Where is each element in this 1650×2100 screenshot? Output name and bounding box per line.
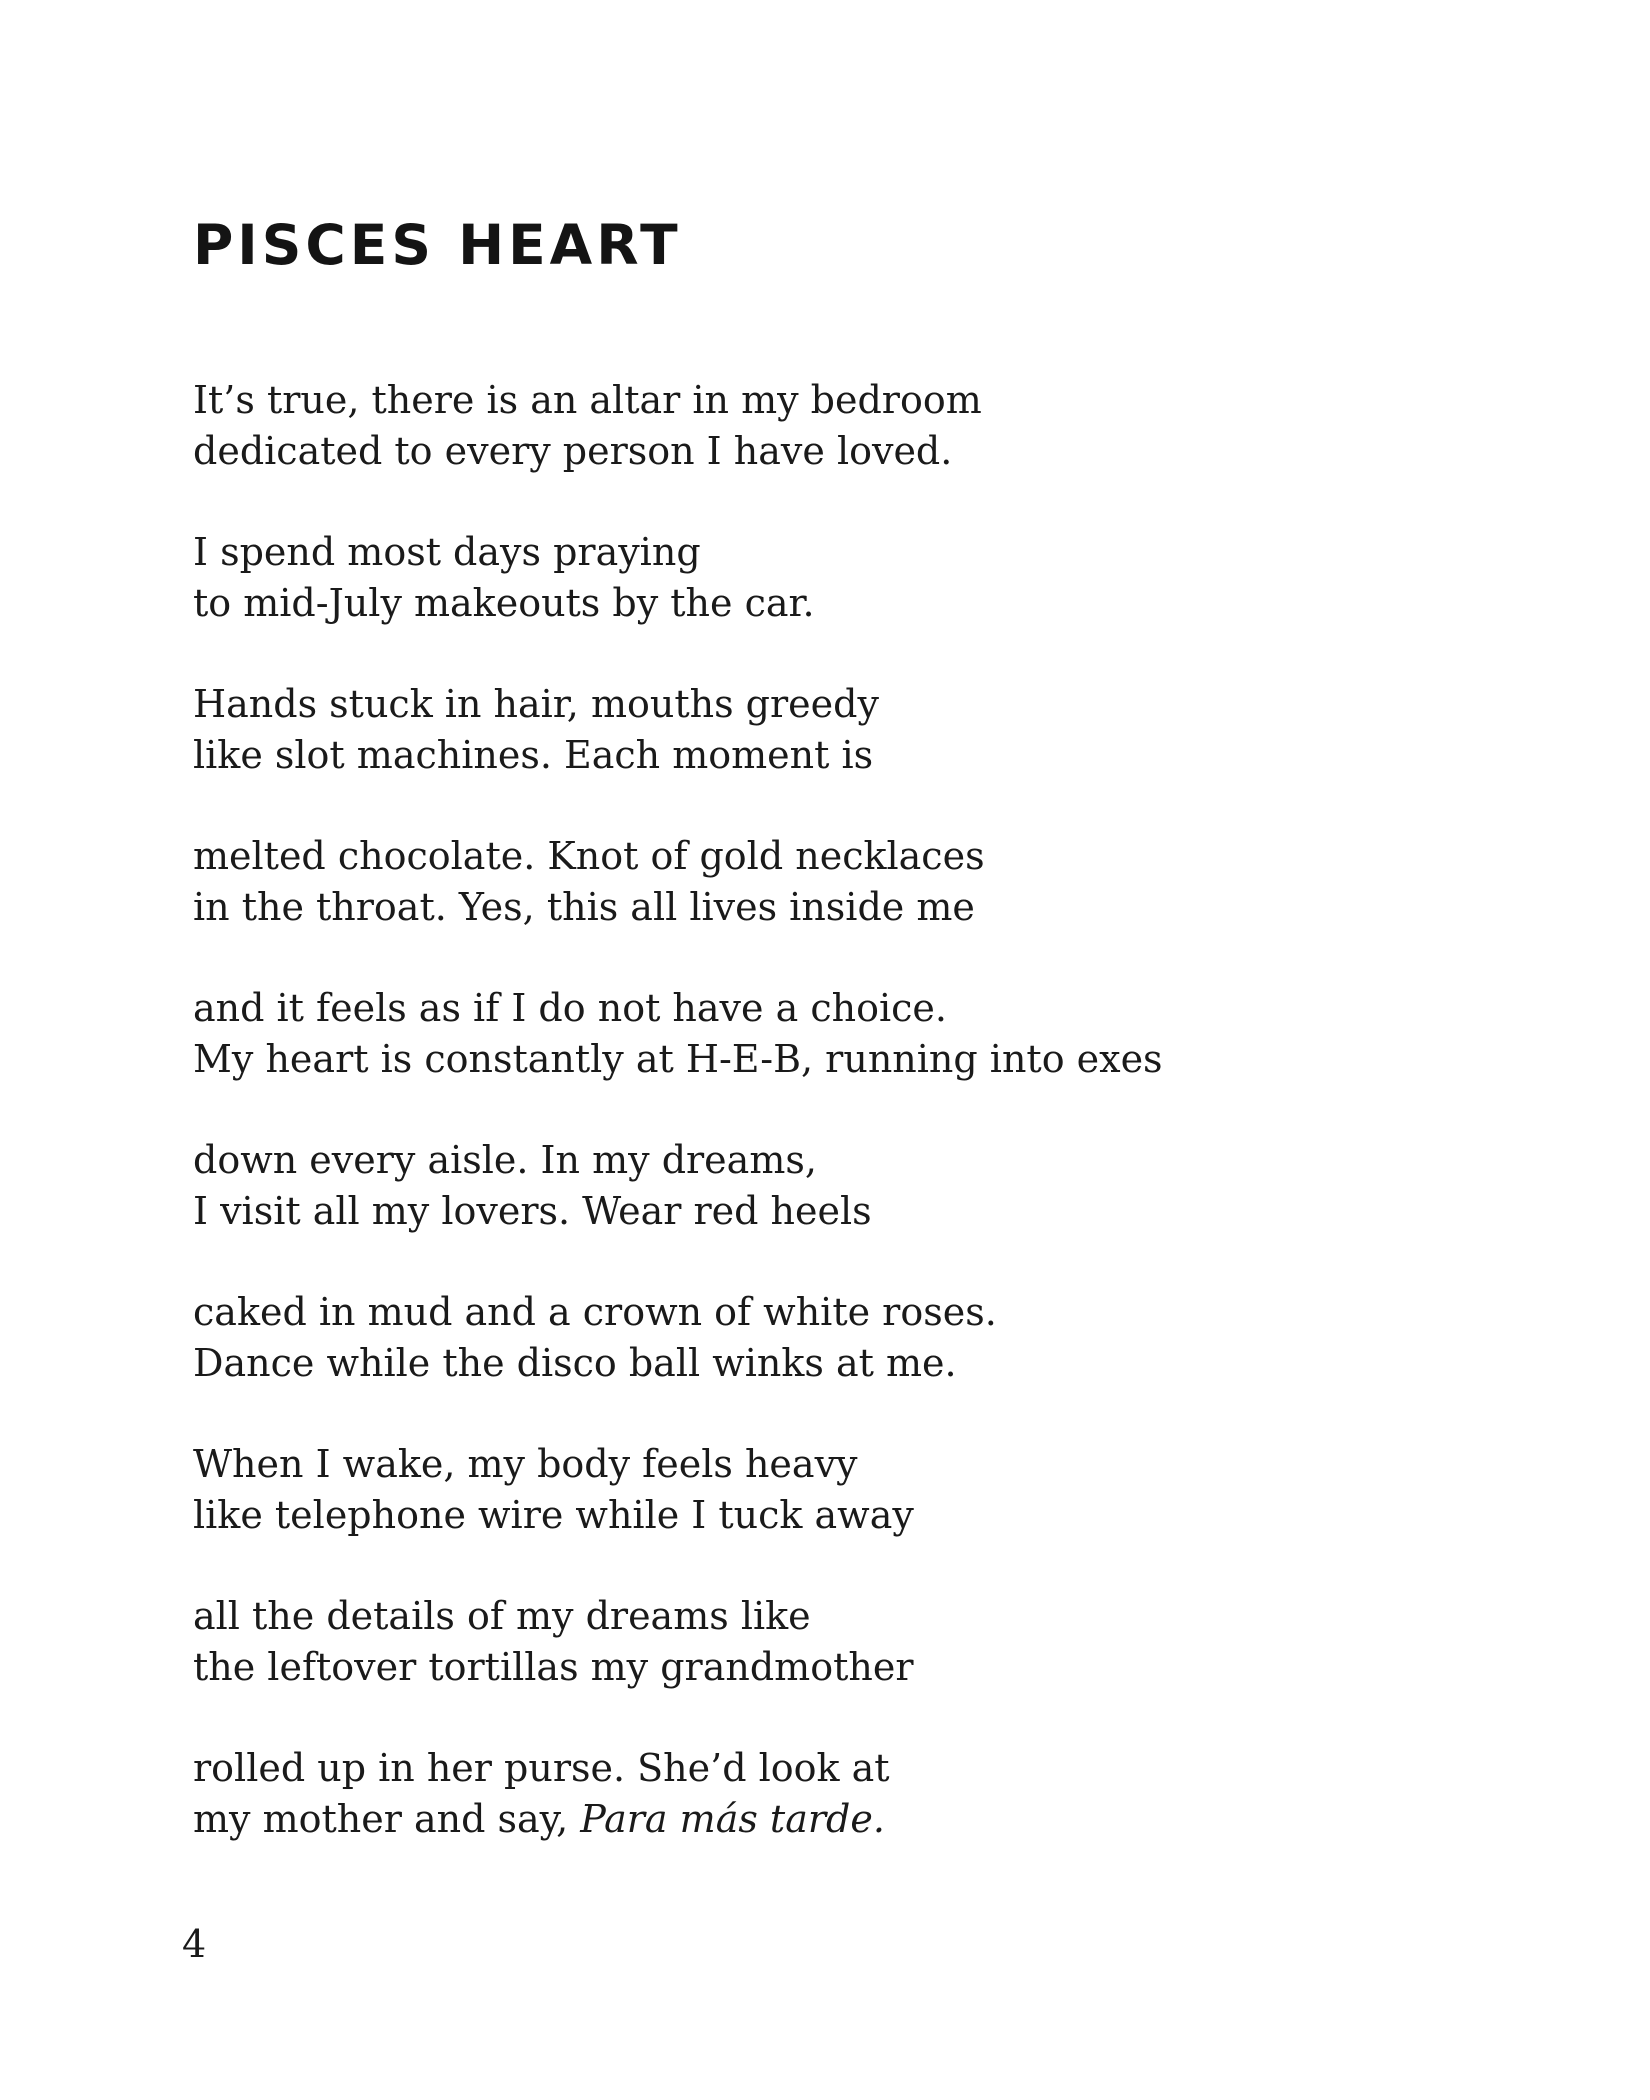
- stanza: [193, 831, 1493, 933]
- poem-line: rolled up in her purse. She’d look at: [193, 1746, 890, 1790]
- poem-line: caked in mud and a crown of white roses.: [193, 1290, 997, 1334]
- stanza: [193, 983, 1493, 1085]
- poem-line: all the details of my dreams like: [193, 1594, 811, 1638]
- poem-line: like telephone wire while I tuck away: [193, 1493, 914, 1537]
- stanza: [193, 1287, 1493, 1389]
- poem-line: like slot machines. Each moment is: [193, 733, 874, 777]
- poem-line: Hands stuck in hair, mouths greedy: [193, 682, 879, 726]
- stanza: [193, 1591, 1493, 1693]
- poem-line-lead: my mother and say,: [193, 1797, 581, 1841]
- poem-line: I spend most days praying: [193, 530, 701, 574]
- poem-line: Dance while the disco ball winks at me.: [193, 1341, 957, 1385]
- stanza: [193, 1135, 1493, 1237]
- poem-line: My heart is constantly at H-E-B, running into exes: [193, 1037, 1163, 1081]
- stanza: [193, 1743, 1493, 1845]
- poem-line: It’s true, there is an altar in my bedroom: [193, 378, 982, 422]
- poem-line: and it feels as if I do not have a choice.: [193, 986, 947, 1030]
- poem-line: melted chocolate. Knot of gold necklaces: [193, 834, 985, 878]
- stanza: [193, 679, 1493, 781]
- poem-line: When I wake, my body feels heavy: [193, 1442, 858, 1486]
- stanza: [193, 527, 1493, 629]
- poem-line: I visit all my lovers. Wear red heels: [193, 1189, 872, 1233]
- poem-line: in the throat. Yes, this all lives inside me: [193, 885, 975, 929]
- italic-spanish-phrase: Para más tarde.: [580, 1797, 885, 1841]
- poem-line: the leftover tortillas my grandmother: [193, 1645, 914, 1689]
- poem-line: dedicated to every person I have loved.: [193, 429, 953, 473]
- poem-body: [193, 375, 1493, 1895]
- poem-title: PISCES HEART: [193, 213, 682, 277]
- poem-line-final: [193, 1794, 1493, 1845]
- poem-line: to mid-July makeouts by the car.: [193, 581, 815, 625]
- stanza: [193, 375, 1493, 477]
- poem-line: down every aisle. In my dreams,: [193, 1138, 817, 1182]
- stanza: [193, 1439, 1493, 1541]
- page-number: 4: [182, 1922, 207, 1966]
